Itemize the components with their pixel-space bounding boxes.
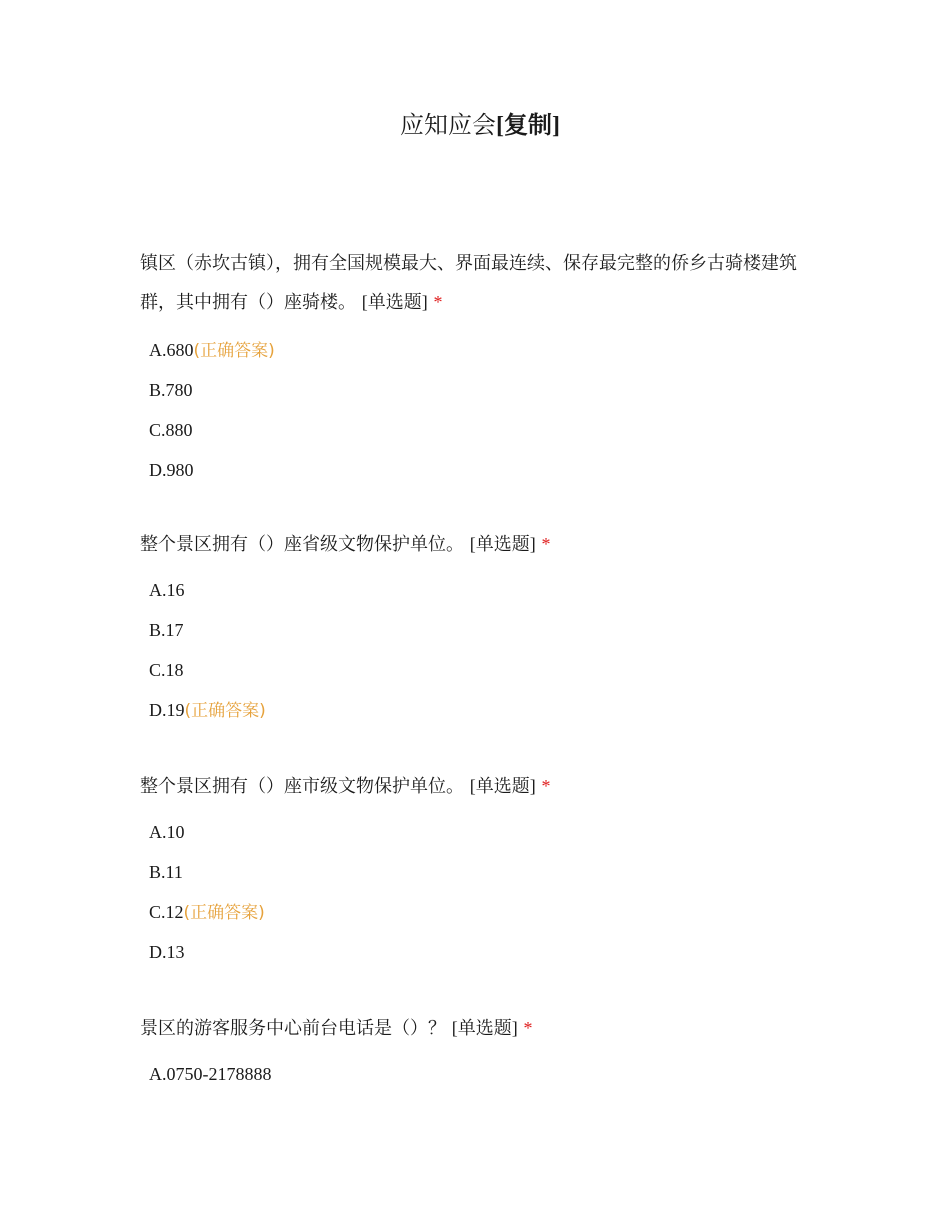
options-list (149, 330, 820, 490)
options-list (149, 812, 820, 972)
option-b[interactable] (149, 370, 820, 410)
question-text: 整个景区拥有（）座市级文物保护单位。 (140, 776, 464, 797)
option-text: A.680 (149, 340, 194, 360)
option-text: B.17 (149, 620, 184, 640)
option-text: C.880 (149, 420, 193, 440)
option-text: C.12 (149, 902, 184, 922)
options-list (149, 570, 820, 730)
required-mark: * (433, 292, 443, 312)
option-d[interactable] (149, 690, 820, 730)
page-title (0, 108, 950, 144)
correct-answer-label: (正确答案) (184, 701, 266, 721)
question-type-label: [单选题] (451, 1018, 518, 1038)
question-type-label: [单选题] (469, 534, 536, 554)
option-c[interactable] (149, 410, 820, 450)
title-main: 应知应会 (400, 113, 496, 139)
option-a[interactable] (149, 1054, 820, 1094)
question-type-label: [单选题] (469, 776, 536, 796)
option-text: B.780 (149, 380, 193, 400)
question-1 (140, 245, 820, 490)
question-stem (140, 1009, 820, 1048)
question-stem (140, 767, 820, 806)
option-c[interactable] (149, 650, 820, 690)
option-c[interactable] (149, 892, 820, 932)
question-stem (140, 525, 820, 564)
question-4 (140, 1009, 820, 1094)
option-text: D.13 (149, 942, 185, 962)
question-text: 镇区（赤坎古镇），拥有全国规模最大、界面最连续、保存最完整的侨乡古骑楼建筑群，其中拥有（）座骑楼。 (140, 253, 797, 313)
option-text: D.19 (149, 700, 185, 720)
option-a[interactable] (149, 330, 820, 370)
option-text: A.0750-2178888 (149, 1064, 272, 1084)
option-a[interactable] (149, 812, 820, 852)
correct-answer-label: (正确答案) (183, 903, 265, 923)
option-d[interactable] (149, 932, 820, 972)
option-text: A.16 (149, 580, 185, 600)
question-text: 整个景区拥有（）座省级文物保护单位。 (140, 534, 464, 555)
required-mark: * (541, 776, 551, 796)
option-d[interactable] (149, 450, 820, 490)
option-text: B.11 (149, 862, 183, 882)
required-mark: * (523, 1018, 533, 1038)
required-mark: * (541, 534, 551, 554)
question-type-label: [单选题] (361, 292, 428, 312)
option-b[interactable] (149, 610, 820, 650)
question-stem (140, 245, 820, 322)
option-text: D.980 (149, 460, 194, 480)
question-text: 景区的游客服务中心前台电话是（）？ (140, 1018, 446, 1039)
options-list (149, 1054, 820, 1094)
title-suffix: [复制] (496, 113, 560, 139)
question-2 (140, 525, 820, 730)
option-b[interactable] (149, 852, 820, 892)
option-text: A.10 (149, 822, 185, 842)
option-a[interactable] (149, 570, 820, 610)
option-text: C.18 (149, 660, 184, 680)
correct-answer-label: (正确答案) (193, 341, 275, 361)
question-3 (140, 767, 820, 972)
